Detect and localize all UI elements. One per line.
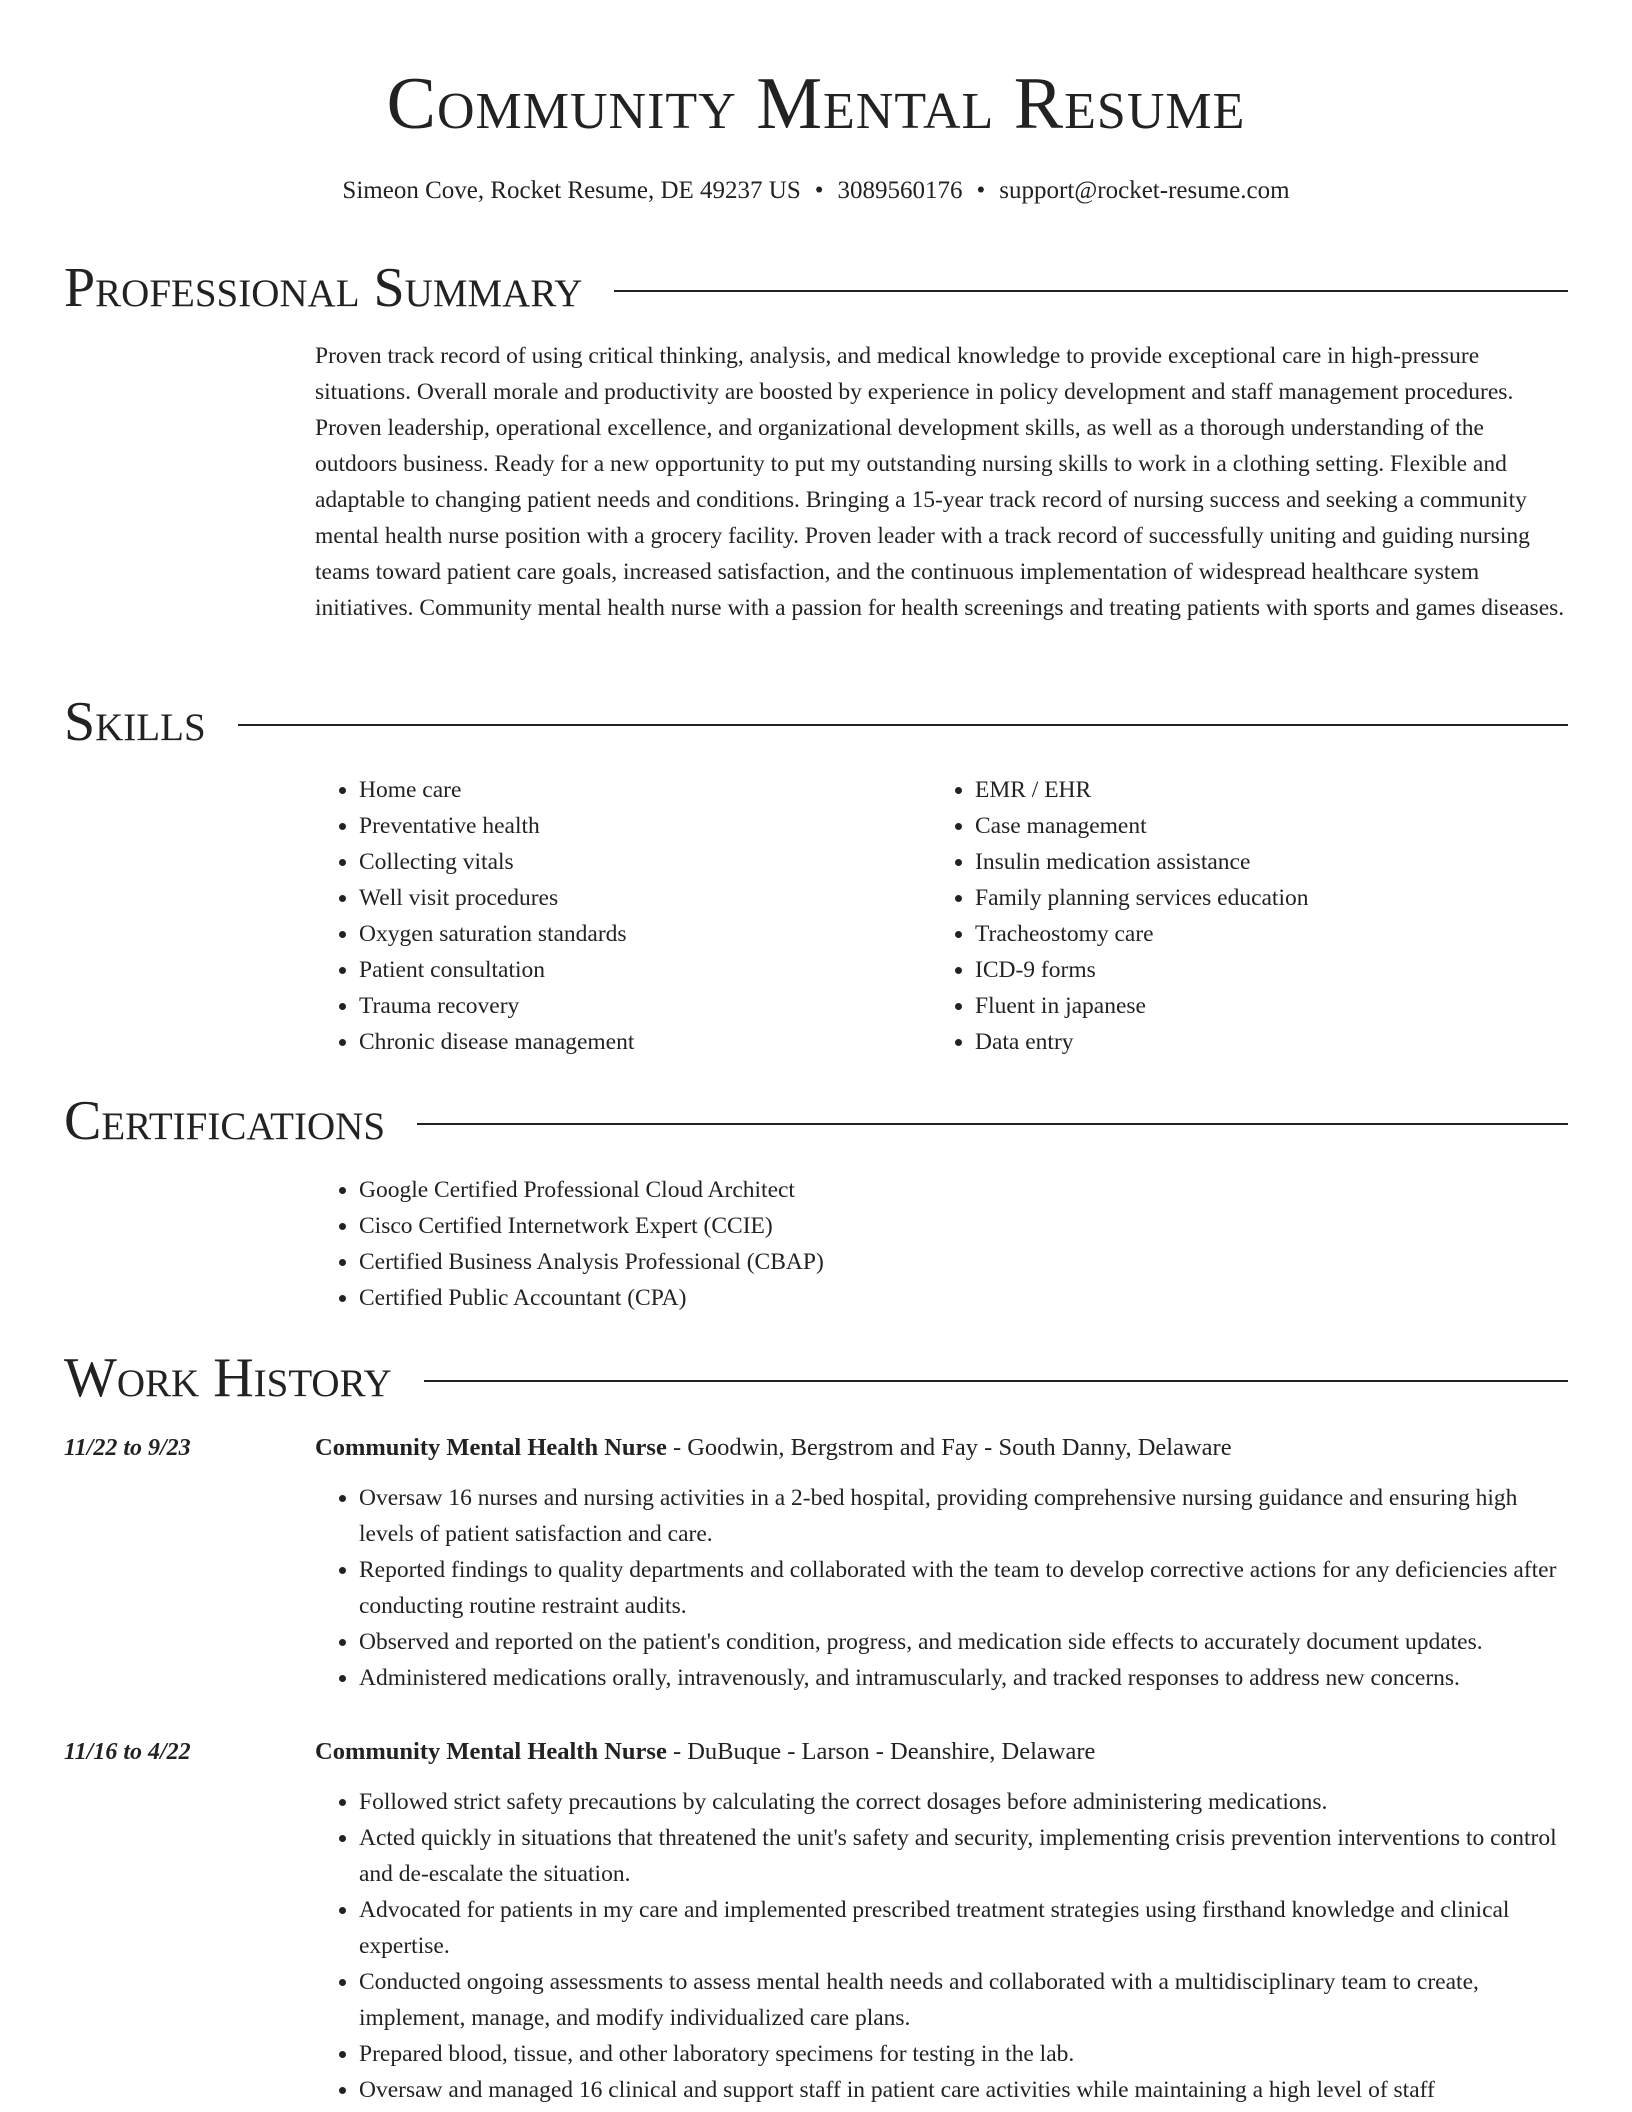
skill-item: • Data entry [975, 1024, 1551, 1060]
skill-item: • Patient consultation [359, 952, 895, 988]
certification-item: • Certified Public Accountant (CPA) [359, 1280, 1215, 1316]
contact-phone: 3089560176 [837, 177, 963, 204]
certifications-list [315, 1172, 1215, 1316]
duty-item: • Oversaw and managed 16 clinical and support staff in patient care activities while maintaining a high level of staff [359, 2072, 1568, 2108]
contact-address: Simeon Cove, Rocket Resume, DE 49237 US [342, 177, 801, 204]
skills-column-left [315, 772, 895, 1060]
job-employer: - Goodwin, Bergstrom and Fay - South Danny, Delaware [666, 1434, 1232, 1461]
skill-item: • Family planning services education [975, 880, 1551, 916]
contact-line [0, 174, 1632, 208]
job-dates: 11/16 to 4/22 [64, 1739, 191, 1765]
certification-item: • Certified Business Analysis Professional (CBAP) [359, 1244, 1215, 1280]
contact-separator: • [814, 177, 824, 204]
duty-item: • Followed strict safety precautions by calculating the correct dosages before administering medications. [359, 1784, 1568, 1820]
skills-list-right [931, 772, 1551, 1060]
duty-item: • Prepared blood, tissue, and other laboratory specimens for testing in the lab. [359, 2036, 1568, 2072]
job-title-line [315, 1734, 1568, 1770]
certification-item: • Cisco Certified Internetwork Expert (CCIE) [359, 1208, 1215, 1244]
duty-item: • Conducted ongoing assessments to assess mental health needs and collaborated with a multidisciplinary team to create, implement, manage, and modify individualized care plans. [359, 1964, 1568, 2036]
job-role: Community Mental Health Nurse [315, 1738, 667, 1765]
job-duties [315, 1480, 1568, 1696]
duties-list [315, 1480, 1568, 1696]
job-dates: 11/22 to 9/23 [64, 1435, 191, 1461]
certifications-block [315, 1172, 1215, 1316]
job-title-line [315, 1430, 1568, 1466]
duty-item: • Oversaw 16 nurses and nursing activities in a 2-bed hospital, providing comprehensive nursing guidance and ensuring high levels of patient satisfaction and care. [359, 1480, 1568, 1552]
section-title: Professional Summary [64, 257, 583, 319]
job-employer: - DuBuque - Larson - Deanshire, Delaware [666, 1738, 1096, 1765]
section-certifications-header [64, 1089, 1568, 1153]
duty-item: • Administered medications orally, intravenously, and intramuscularly, and tracked responses to address new concerns. [359, 1660, 1568, 1696]
contact-email: support@rocket-resume.com [999, 177, 1290, 204]
duties-list [315, 1784, 1568, 2108]
section-divider [614, 290, 1568, 292]
duty-item: • Reported findings to quality departments and collaborated with the team to develop corrective actions for any deficiencies after conducting routine restraint audits. [359, 1552, 1568, 1624]
job-duties [315, 1784, 1568, 2108]
skill-item: • Trauma recovery [359, 988, 895, 1024]
skill-item: • Insulin medication assistance [975, 844, 1551, 880]
skill-item: • Chronic disease management [359, 1024, 895, 1060]
skill-item: • ICD-9 forms [975, 952, 1551, 988]
skill-item: • Case management [975, 808, 1551, 844]
section-title: Skills [64, 691, 206, 753]
resume-name: Community Mental Resume [386, 63, 1246, 145]
skill-item: • Well visit procedures [359, 880, 895, 916]
skill-item: • Oxygen saturation standards [359, 916, 895, 952]
skill-item: • EMR / EHR [975, 772, 1551, 808]
summary-text: Proven track record of using critical thinking, analysis, and medical knowledge to provide exceptional care in high-pressure situations. Overall morale and productivity are boosted by experience in policy development and staff management procedures. Proven leadership, operational excellence, and organizational development skills, as well as a thorough understanding of the outdoors business. Ready for a new opportunity to put my outstanding nursing skills to work in a clothing setting. Flexible and adaptable to changing patient needs and conditions. Bringing a 15-year track record of nursing success and seeking a community mental health nurse position with a grocery facility. Proven leader with a track record of successfully uniting and guiding nursing teams toward patient care goals, increased satisfaction, and the continuous implementation of widespread healthcare system initiatives. Community mental health nurse with a passion for health screenings and treating patients with sports and games diseases. [315, 343, 1565, 621]
skill-item: • Home care [359, 772, 895, 808]
certification-item: • Google Certified Professional Cloud Architect [359, 1172, 1215, 1208]
duty-item: • Acted quickly in situations that threatened the unit's safety and security, implementing crisis prevention interventions to control and de-escalate the situation. [359, 1820, 1568, 1892]
section-skills-header [64, 690, 1568, 754]
skill-item: • Tracheostomy care [975, 916, 1551, 952]
skill-item: • Preventative health [359, 808, 895, 844]
section-summary-header [64, 256, 1568, 320]
duty-item: • Observed and reported on the patient's condition, progress, and medication side effects to accurately document updates. [359, 1624, 1568, 1660]
section-divider [417, 1123, 1568, 1125]
contact-separator: • [976, 177, 986, 204]
section-work-header [64, 1346, 1568, 1410]
section-title: Work History [64, 1347, 392, 1409]
job-role: Community Mental Health Nurse [315, 1434, 667, 1461]
skill-item: • Fluent in japanese [975, 988, 1551, 1024]
section-divider [238, 724, 1568, 726]
section-title: Certifications [64, 1090, 386, 1152]
duty-item: • Advocated for patients in my care and implemented prescribed treatment strategies using firsthand knowledge and clinical expertise. [359, 1892, 1568, 1964]
section-divider [424, 1380, 1568, 1382]
skills-column-right [931, 772, 1551, 1060]
skill-item: • Collecting vitals [359, 844, 895, 880]
skills-list-left [315, 772, 895, 1060]
